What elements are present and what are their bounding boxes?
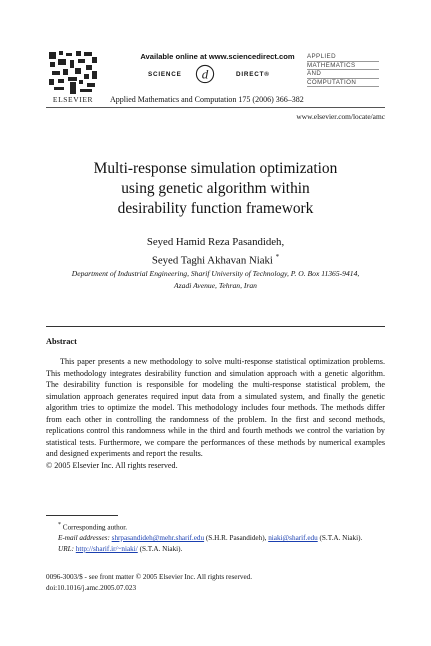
abstract-heading: Abstract — [46, 337, 77, 346]
email-owner-1: (S.H.R. Pasandideh), — [205, 533, 267, 542]
sciencedirect-logo[interactable] — [148, 64, 308, 86]
sciencedirect-at-icon — [195, 64, 215, 84]
affiliation-line-2: Azadi Avenue, Tehran, Iran — [174, 281, 257, 290]
url-note — [46, 544, 385, 555]
journal-url-link[interactable]: www.elsevier.com/locate/amc — [296, 112, 385, 121]
journal-logo-line: AND — [307, 70, 379, 79]
journal-logo-line: COMPUTATION — [307, 79, 379, 88]
corresponding-mark-link[interactable]: * — [275, 253, 280, 261]
url-label: URL: — [58, 544, 74, 553]
title-line: using genetic algorithm within — [121, 180, 310, 197]
abstract-body — [46, 356, 385, 471]
elsevier-logo — [46, 49, 100, 105]
issn-block — [46, 572, 385, 593]
svg-text:d: d — [201, 66, 209, 82]
author-name: Seyed Taghi Akhavan Niaki — [151, 254, 273, 267]
abstract-copyright: © 2005 Elsevier Inc. All rights reserved. — [46, 460, 178, 470]
abstract-text: This paper presents a new methodology to solve multi-response statistical optimization problems. This methodology integrates desirability function and simulation approach with a genetic algorithm. The desirability function is responsible for modeling the multi-response statistical problem, the simulation approach generates required input data from a simulated system, and finally the genetic algorithm tries to optimize the model. This methodology includes four methods. The methods differ from each other in controlling the randomness of the problem. In the first and second methods, replications control this randomness while in the third and fourth methods we control the variation by statistical tests. Furthermore, we compare the performances of these methods by numerical examples and designed experiments and report the results. — [46, 357, 385, 458]
elsevier-tree-icon — [46, 49, 100, 95]
paper-title — [40, 159, 391, 219]
corresponding-text: Corresponding author. — [62, 523, 128, 532]
footnote-rule — [46, 515, 118, 516]
doi-line[interactable]: doi:10.1016/j.amc.2005.07.023 — [46, 583, 137, 592]
url-owner: (S.T.A. Niaki). — [139, 544, 183, 553]
available-online-link[interactable]: Available online at www.sciencedirect.com — [140, 52, 295, 61]
journal-logo-line: APPLIED — [307, 53, 379, 62]
title-line: desirability function framework — [117, 200, 314, 217]
journal-logo-line: MATHEMATICS — [307, 62, 379, 71]
elsevier-wordmark: ELSEVIER — [52, 95, 94, 104]
email-note — [46, 533, 385, 544]
affiliation-line-1: Department of Industrial Engineering, Sharif University of Technology, P. O. Box 11365-9414, — [71, 269, 360, 278]
title-line: Multi-response simulation optimization — [93, 160, 338, 177]
sd-right-word: DIRECT® — [236, 71, 270, 78]
email-label: E-mail addresses: — [58, 533, 110, 542]
footnote-mark: * — [58, 522, 61, 528]
issn-line: 0096-3003/$ - see front matter © 2005 Elsevier Inc. All rights reserved. — [46, 573, 253, 581]
sd-left-word: SCIENCE — [148, 71, 182, 78]
email-link-niaki[interactable]: niaki@sharif.edu — [268, 533, 318, 542]
email-link-pasandideh[interactable]: shrpasandideh@mehr.sharif.edu — [111, 533, 205, 542]
footnote — [46, 520, 385, 554]
journal-logo — [307, 53, 379, 101]
journal-reference: Applied Mathematics and Computation 175 (2006) 366–382 — [110, 95, 304, 104]
author-line-2 — [60, 250, 371, 269]
affiliation — [50, 268, 381, 292]
header-rule — [46, 107, 385, 108]
author-list — [60, 235, 371, 269]
author-line-1: Seyed Hamid Reza Pasandideh, — [146, 236, 285, 248]
email-owner-2: (S.T.A. Niaki). — [319, 533, 363, 542]
homepage-link[interactable]: http://sharif.ir/~niaki/ — [75, 544, 138, 553]
abstract-rule — [46, 326, 385, 327]
corresponding-note — [46, 520, 385, 533]
